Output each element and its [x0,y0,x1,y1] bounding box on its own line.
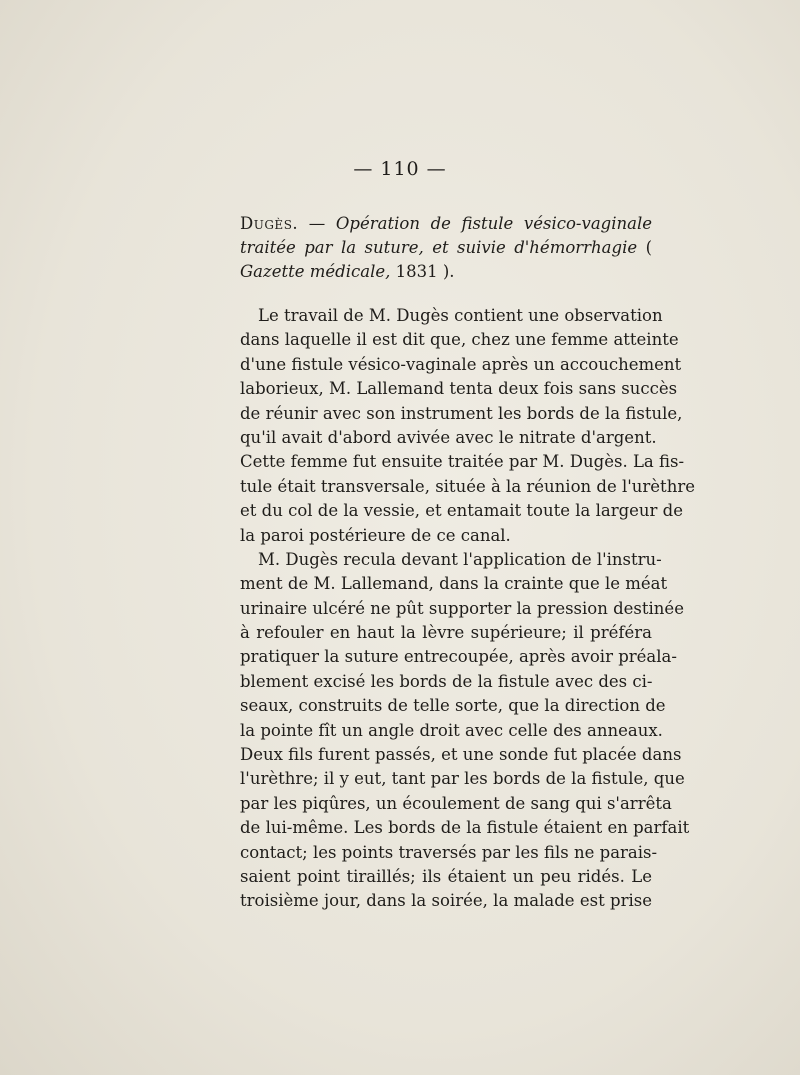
text-line: urinaire ulcéré ne pût supporter la pression destinée [240,598,684,618]
text-line: à refouler en haut la lèvre supérieure; il préféra [240,623,652,643]
citation-author: Dugès. [240,214,299,233]
text-line: de lui-même. Les bords de la fistule étaient en parfait [240,818,690,838]
text-line: d'une fistule vésico-vaginale après un accouchement [240,354,682,374]
citation-year: 1831 ). [390,262,455,281]
text-line: tule était transversale, située à la réunion de l'urèthre [240,476,695,496]
paragraph-2 [240,548,690,914]
text-line: Le travail de M. Dugès contient une observation [258,306,663,325]
text-line: Cette femme fut ensuite traitée par M. Dugès. La fis- [240,452,685,472]
citation-source-open: ( [637,238,653,257]
text-line: et du col de la vessie, et entamait toute la largeur de [240,501,683,521]
text-line: qu'il avait d'abord avivée avec le nitrate d'argent. [240,427,657,447]
text-line: la paroi postérieure de ce canal. [240,525,511,545]
text-line: par les piqûres, un écoulement de sang qui s'arrêta [240,793,672,813]
text-line: blement excisé les bords de la fistule avec des ci- [240,671,653,691]
text-line: Deux fils furent passés, et une sonde fut placée dans [240,745,682,765]
body-text [240,304,695,914]
text-line: M. Dugès recula devant l'application de l'instru- [258,549,662,569]
citation-title: Opération de fistule vésico-vaginale traitée par la suture, et suivie d'hémorrhagie [240,214,652,257]
citation-dash: — [298,214,336,233]
text-line: ment de M. Lallemand, dans la crainte que le méat [240,574,668,594]
text-line: de réunir avec son instrument les bords de la fistule, [240,403,683,423]
text-line: l'urèthre; il y eut, tant par les bords de la fistule, que [240,769,685,789]
text-line: laborieux, M. Lallemand tenta deux fois sans succès [240,379,678,399]
text-line: saient point tiraillés; ils étaient un peu ridés. Le [240,866,652,886]
paragraph-1 [240,304,695,548]
text-line: la pointe fît un angle droit avec celle des anneaux. [240,720,663,740]
citation-heading [240,212,652,284]
text-line: pratiquer la suture entrecoupée, après avoir préala- [240,647,677,667]
citation-source: Gazette médicale, [240,262,391,281]
text-line: dans laquelle il est dit que, chez une femme atteinte [240,330,679,350]
text-line: contact; les points traversés par les fils ne parais- [240,842,658,862]
text-line: seaux, construits de telle sorte, que la direction de [240,696,666,716]
text-line: troisième jour, dans la soirée, la malade est prise [240,891,652,911]
page-number: — 110 — [353,158,447,180]
